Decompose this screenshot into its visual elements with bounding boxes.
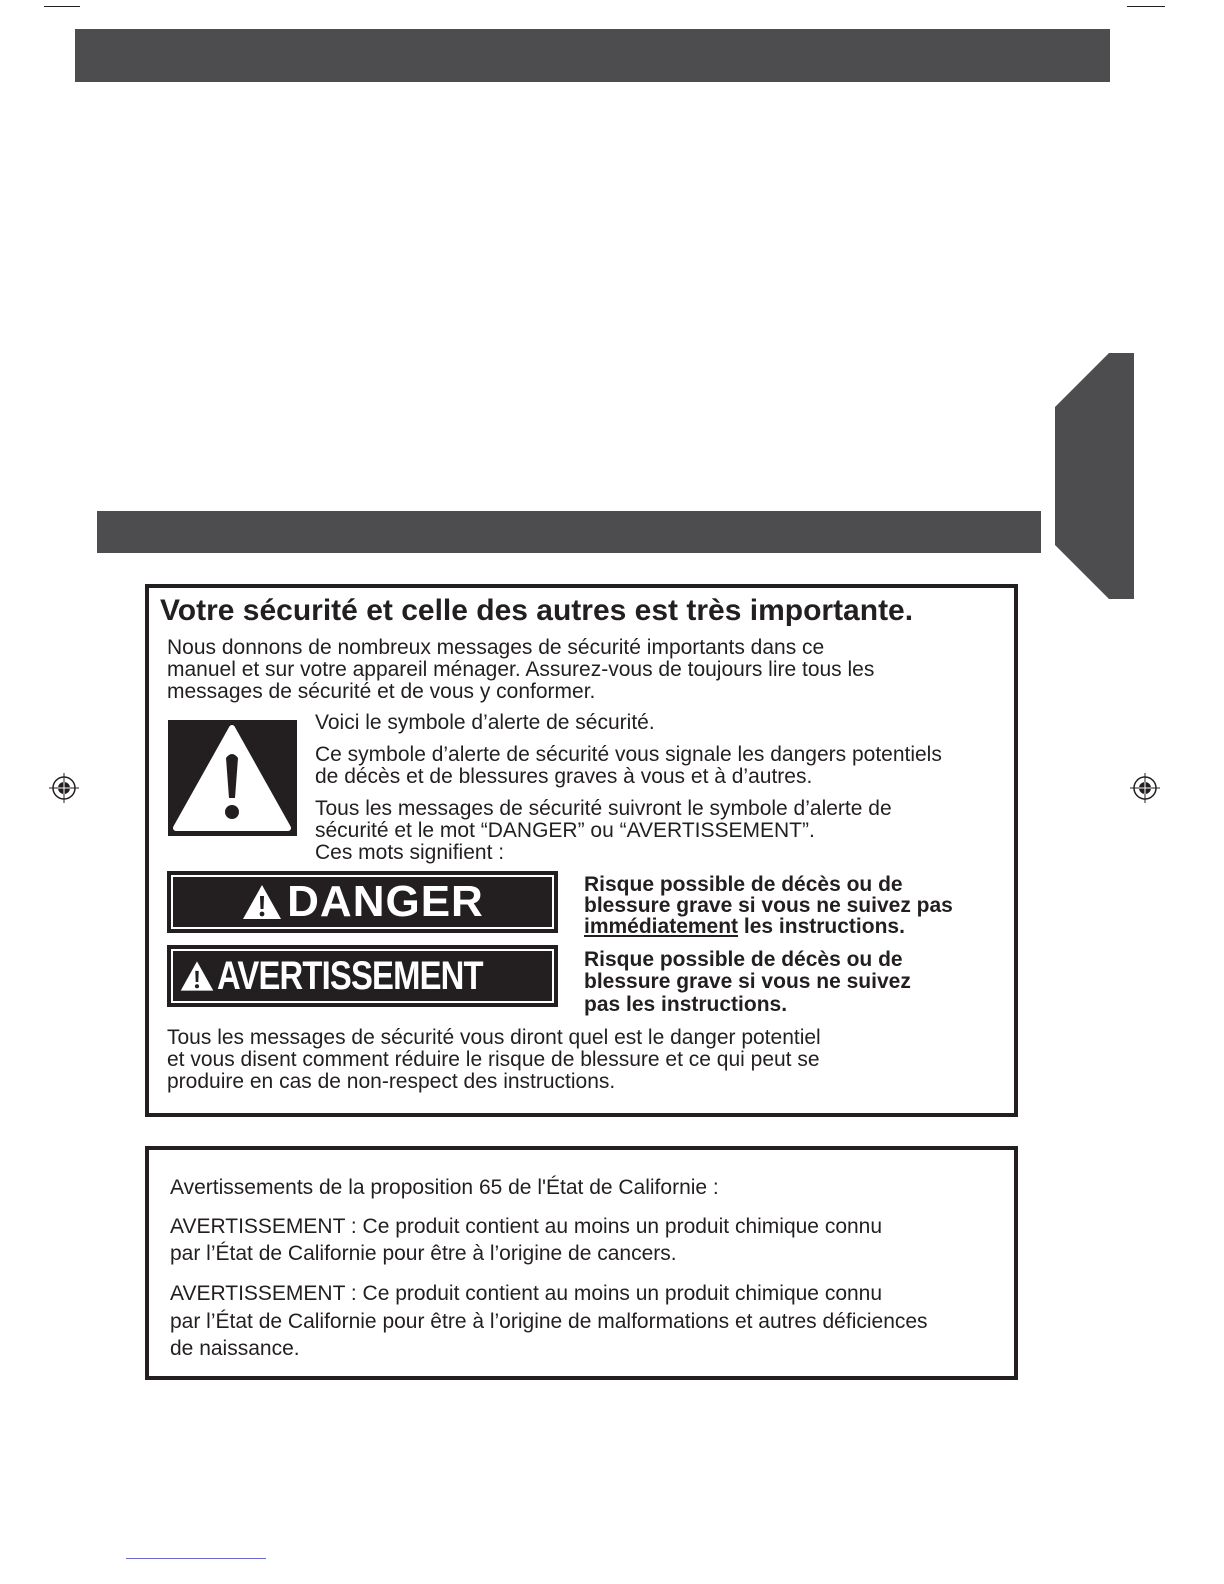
intro-line-1: Nous donnons de nombreux messages de sécurité importants dans ce [167,636,825,659]
danger-signal-word [167,871,558,933]
danger-desc-rest: les instructions. [738,915,905,938]
closing-line-1: Tous les messages de sécurité vous diront quel est le danger potentiel [167,1026,821,1049]
crop-mark-bottom-left [126,1558,266,1559]
symbol-desc-1: Ce symbole d’alerte de sécurité vous signale les dangers potentiels [315,743,942,766]
closing-line-2: et vous disent comment réduire le risque de blessure et ce qui peut se [167,1048,820,1071]
danger-desc-3 [584,916,905,937]
warning-desc-1: Risque possible de décès ou de [584,948,903,971]
follow-desc-3: Ces mots signifient : [315,841,505,864]
prop65-warning2-line1: AVERTISSEMENT : Ce produit contient au moins un produit chimique connu [170,1282,883,1305]
danger-label: DANGER [287,877,484,926]
safety-title: Votre sécurité et celle des autres est très importante. [160,594,914,627]
symbol-desc-2: de décès et de blessures graves à vous et à d’autres. [315,765,813,788]
side-tab-cut-top [1055,353,1109,407]
prop65-warning2-line2: par l’État de Californie pour être à l’origine de malformations et autres déficiences [170,1310,928,1333]
warning-signal-word [167,945,558,1007]
symbol-line: Voici le symbole d’alerte de sécurité. [315,711,655,734]
follow-desc-1: Tous les messages de sécurité suivront le symbole d’alerte de [315,797,892,820]
header-bar-top [75,29,1110,82]
danger-desc-emphasis: immédiatement [584,915,739,938]
intro-line-2: manuel et sur votre appareil ménager. Assurez-vous de toujours lire tous les [167,658,875,681]
warning-triangle-icon [241,883,283,921]
prop65-warning2-line3: de naissance. [170,1337,300,1360]
danger-desc-1: Risque possible de décès ou de [584,873,903,896]
follow-desc-2: sécurité et le mot “DANGER” ou “AVERTISSEMENT”. [315,819,815,842]
safety-alert-icon [168,720,297,836]
warning-label: AVERTISSEMENT [216,953,483,998]
warning-desc-2: blessure grave si vous ne suivez [584,970,911,993]
danger-desc-2: blessure grave si vous ne suivez pas [584,894,953,917]
prop65-heading: Avertissements de la proposition 65 de l'État de Californie : [170,1176,719,1199]
warning-desc-3: pas les instructions. [584,993,788,1016]
crop-mark-top-left [44,6,80,7]
prop65-warning1-line2: par l’État de Californie pour être à l’origine de cancers. [170,1242,677,1265]
registration-mark-icon [1130,773,1160,803]
warning-triangle-icon [179,959,215,993]
header-bar-section [97,511,1041,553]
side-tab-cut-bottom [1055,545,1109,599]
prop65-warning1-line1: AVERTISSEMENT : Ce produit contient au moins un produit chimique connu [170,1215,883,1238]
crop-mark-top-right [1127,6,1165,7]
closing-line-3: produire en cas de non-respect des instructions. [167,1070,616,1093]
intro-line-3: messages de sécurité et de vous y conformer. [167,680,596,703]
registration-mark-icon [49,773,79,803]
